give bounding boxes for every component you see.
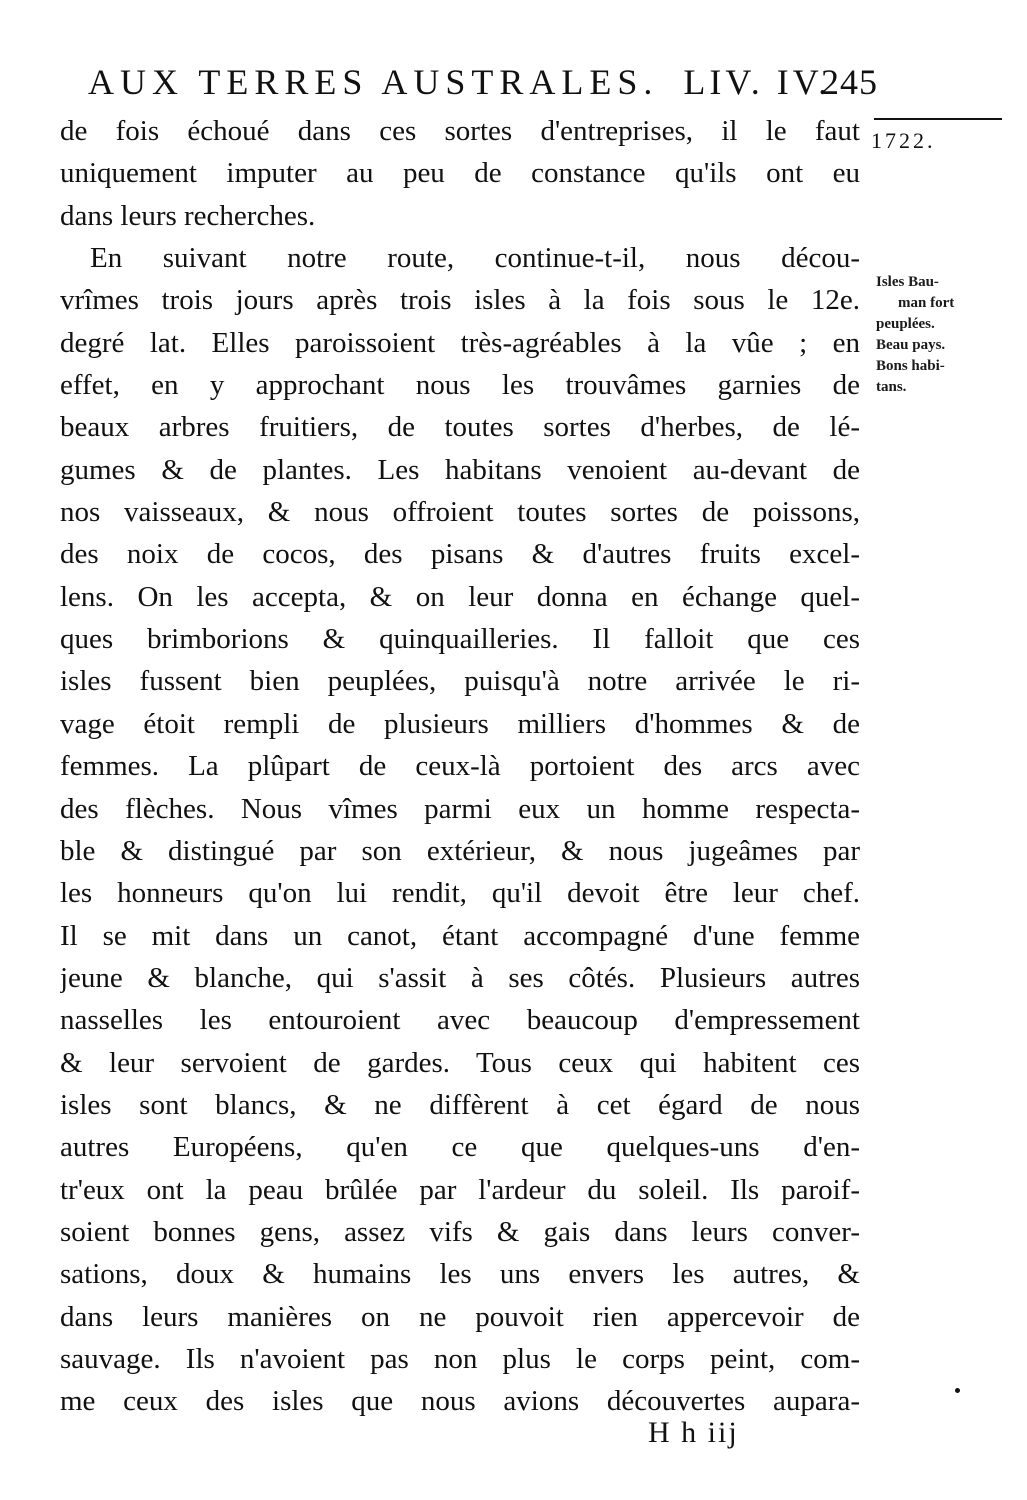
text-line: dans leurs manières on ne pouvoit rien appercevoir de (60, 1300, 860, 1333)
margin-year: 1722. (871, 128, 936, 153)
text-line: sauvage. Ils n'avoient pas non plus le corps peint, com- (60, 1342, 860, 1375)
text-line: femmes. La plûpart de ceux-là portoient des arcs avec (60, 750, 860, 783)
margin-note-line: peuplées. (876, 316, 935, 332)
header-rule (874, 118, 1002, 120)
text-line: Il se mit dans un canot, étant accompagné d'une femme (60, 919, 860, 952)
ink-speck (955, 1388, 960, 1393)
text-line: beaux arbres fruitiers, de toutes sortes d'herbes, de lé- (60, 411, 860, 444)
text-line: effet, en y approchant nous les trouvâmes garnies de (60, 369, 860, 402)
margin-note-line: tans. (876, 379, 907, 395)
text-line: me ceux des isles que nous avions découvertes aupara- (60, 1385, 860, 1418)
text-line: ble & distingué par son extérieur, & nous jugeâmes par (60, 834, 860, 867)
text-line: uniquement imputer au peu de constance qu'ils ont eu (60, 157, 860, 190)
text-line: soient bonnes gens, assez vifs & gais dans leurs conver- (60, 1215, 860, 1248)
paragraph-start-line: En suivant notre route, continue-t-il, nous décou- (90, 242, 860, 275)
text-line: & leur servoient de gardes. Tous ceux qui habitent ces (60, 1046, 860, 1079)
text-line: gumes & de plantes. Les habitans venoient au-devant de (60, 453, 860, 486)
margin-note-line: Bons habi- (876, 358, 945, 374)
text-line: nos vaisseaux, & nous offroient toutes sortes de poissons, (60, 496, 860, 529)
text-line: isles fussent bien peuplées, puisqu'à notre arrivée le ri- (60, 665, 860, 698)
text-line: autres Européens, qu'en ce que quelques-uns d'en- (60, 1131, 860, 1164)
text-line: jeune & blanche, qui s'assit à ses côtés. Plusieurs autres (60, 961, 860, 994)
text-line: nasselles les entouroient avec beaucoup d'empressement (60, 1004, 860, 1037)
running-head (88, 60, 878, 104)
margin-notes (876, 272, 1016, 398)
running-head-title: AUX TERRES AUSTRALES. (88, 62, 659, 102)
text-line: des flèches. Nous vîmes parmi eux un homme respecta- (60, 792, 860, 825)
running-head-book: LIV. IV. (683, 62, 832, 102)
margin-note-line: Isles Bau- (876, 274, 939, 290)
text-line: degré lat. Elles paroissoient très-agréables à la vûe ; en (60, 326, 860, 359)
text-line: sations, doux & humains les uns envers les autres, & (60, 1258, 860, 1291)
text-line: vage étoit rempli de plusieurs milliers d'hommes & de (60, 707, 860, 740)
text-line: les honneurs qu'on lui rendit, qu'il devoit être leur chef. (60, 877, 860, 910)
text-line: ques brimborions & quinquailleries. Il falloit que ces (60, 623, 860, 656)
text-line: de fois échoué dans ces sortes d'entreprises, il le faut (60, 115, 860, 147)
text-line: lens. On les accepta, & on leur donna en échange quel- (60, 580, 860, 613)
text-line: tr'eux ont la peau brûlée par l'ardeur du soleil. Ils paroif- (60, 1173, 860, 1206)
text-line: des noix de cocos, des pisans & d'autres fruits excel- (60, 538, 860, 571)
margin-note-line: Beau pays. (876, 337, 946, 353)
signature-mark: H h iij (648, 1416, 739, 1449)
margin-note-line: man fort (898, 295, 955, 311)
text-line: dans leurs recherches. (60, 199, 316, 232)
body-text (60, 110, 860, 1423)
text-line: isles sont blancs, & ne diffèrent à cet égard de nous (60, 1088, 860, 1121)
page-number: 245 (821, 62, 878, 102)
text-line: vrîmes trois jours après trois isles à la fois sous le 12e. (60, 284, 860, 317)
